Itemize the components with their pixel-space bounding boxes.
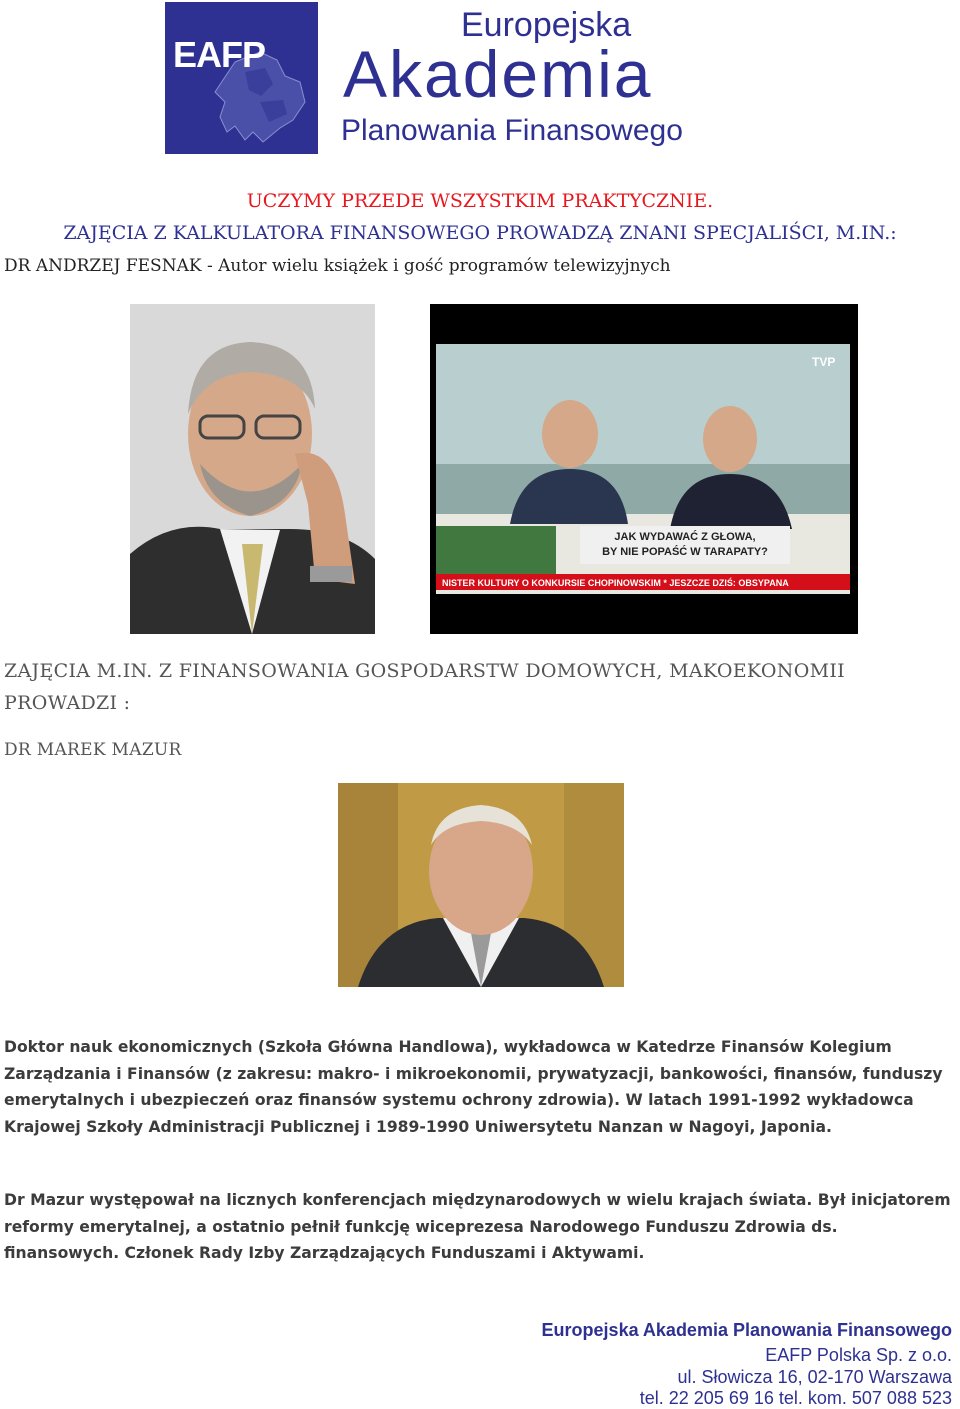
mazur-portrait-photo [338,783,624,987]
headline-practical: UCZYMY PRZEDE WSZYSTKIM PRAKTYCZNIE. [246,190,714,212]
headline-fesnak: DR ANDRZEJ FESNAK - Autor wielu książek i gość programów telewizyjnych [4,256,671,276]
tv-caption-line: JAK WYDAWAĆ Z GŁOWA, [614,531,756,543]
footer-address: ul. Słowicza 16, 02-170 Warszawa [677,1367,952,1387]
tv-studio-photo [430,304,858,634]
section-financing-heading: ZAJĘCIA M.IN. Z FINANSOWANIA GOSPODARSTW DOMOWYCH, MAKOEKONOMII [4,660,845,682]
section-prowadzi: PROWADZI : [4,692,131,714]
europe-map-icon [165,2,318,154]
footer-org: Europejska Akademia Planowania Finansowego [541,1320,952,1340]
footer-phones: tel. 22 205 69 16 tel. kom. 507 088 523 [639,1388,952,1408]
tv-channel-logo: TVP [812,355,836,369]
logo-akademia: Akademia [343,37,653,111]
logo-abbr: EAFP [173,34,266,75]
tv-ticker: NISTER KULTURY O KONKURSIE CHOPINOWSKIM * JESZCZE DZIŚ: OBSYPANA [442,578,789,588]
bio-paragraph-2: Dr Mazur występował na licznych konferencjach międzynarodowych w wielu krajach świata. Był inicjatorem reformy emerytalnej, a ostatnio pełnił funkcję wiceprezesa Narodowego Funduszu Zdrowia ds. finansowych. Członek Rady Izby Zarządzających Funduszami i Aktywami. [4,1191,951,1262]
lecturer-name: DR MAREK MAZUR [4,740,182,760]
logo-emblem [165,2,318,154]
tv-caption-line2: BY NIE POPAŚĆ W TARAPATY? [602,546,768,558]
logo-europejska: Europejska [461,6,632,44]
fesnak-portrait-photo [130,304,375,634]
footer-company: EAFP Polska Sp. z o.o. [765,1345,952,1365]
bio-paragraph-1: Doktor nauk ekonomicznych (Szkoła Główna Handlowa), wykładowca w Katedrze Finansów Kolegium Zarządzania i Finansów (z zakresu: makro- i mikroekonomii, prywatyzacji, bankowości, finansów, funduszy emerytalnych i ubezpieczeń oraz finansów systemu ochrony zdrowia). W latach 1991-1992 wykładowca Krajowej Szkoły Administracji Publicznej i 1989-1990 Uniwersytetu Nanzan w Nagoyi, Japonia. [4,1038,943,1136]
eafp-logo [165,2,795,154]
logo-planowania: Planowania Finansowego [341,114,683,147]
headline-specialists: ZAJĘCIA Z KALKULATORA FINANSOWEGO PROWADZĄ ZNANI SPECJALIŚCI, M.IN.: [63,222,897,244]
